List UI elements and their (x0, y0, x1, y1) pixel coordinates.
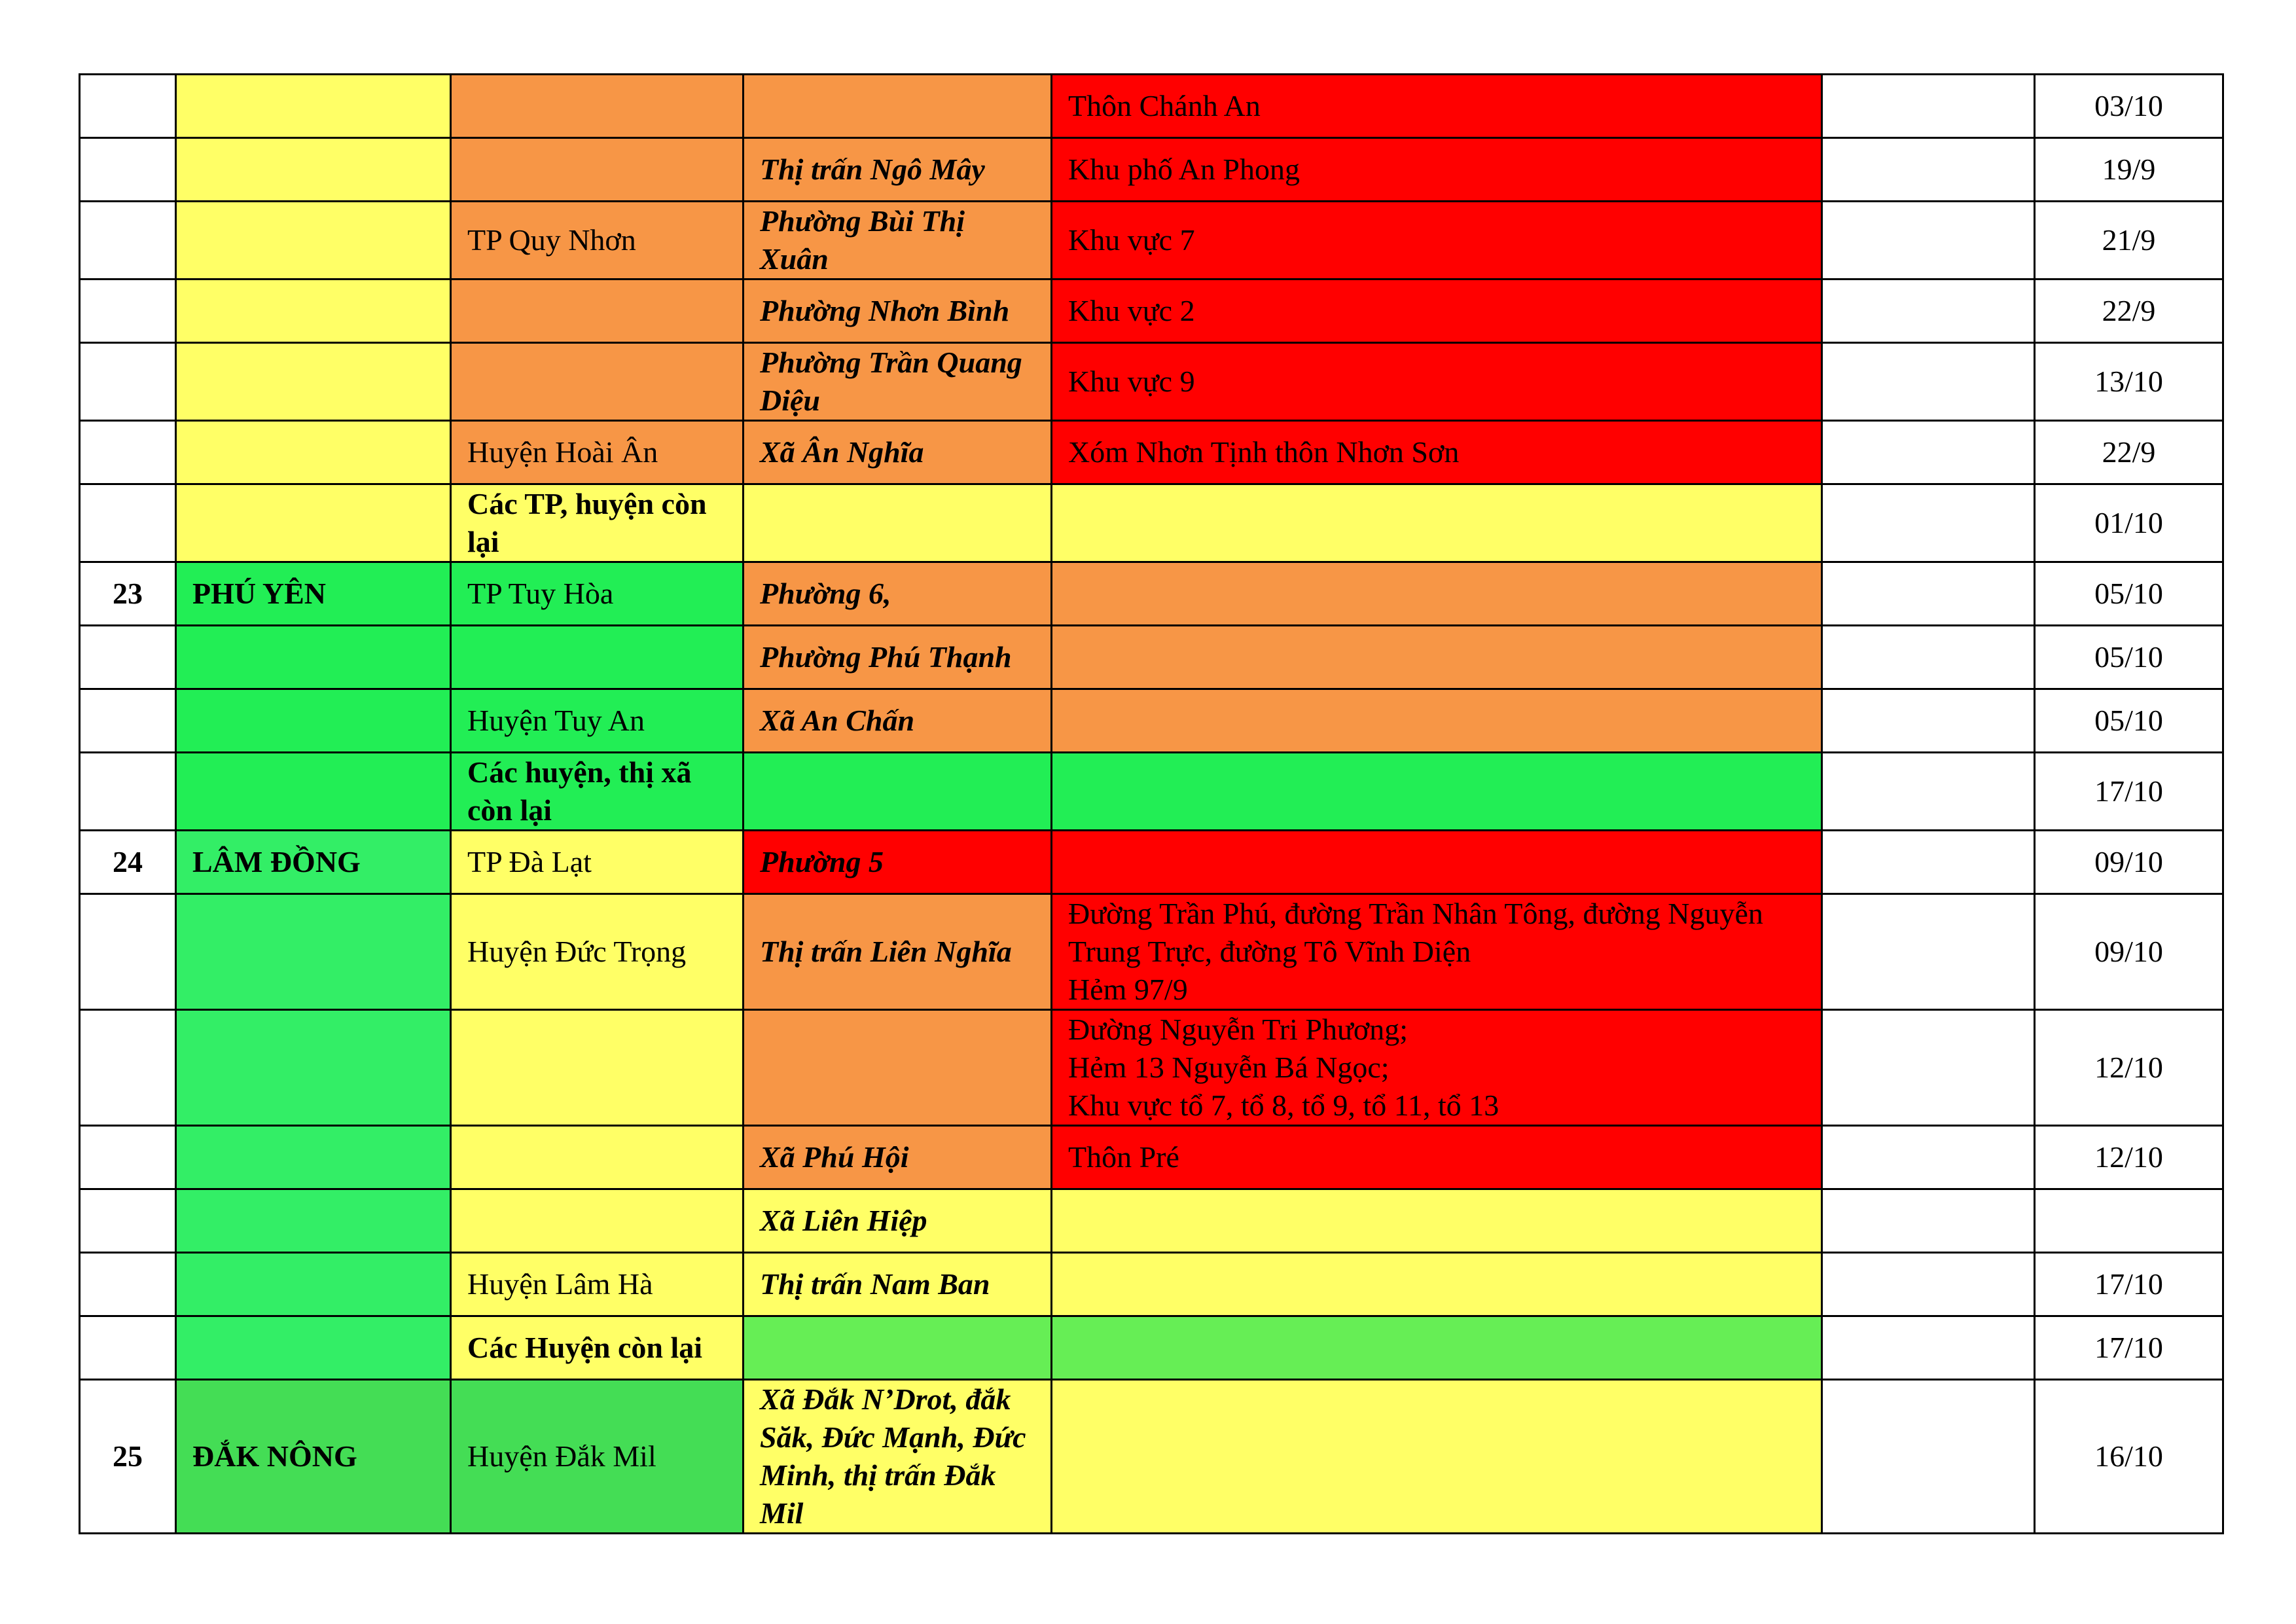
stt-cell (80, 1010, 176, 1126)
district-cell: TP Tuy Hòa (451, 562, 744, 626)
note-cell (1822, 626, 2035, 689)
note-cell (1822, 280, 2035, 343)
ward-cell: Xã Đắk N’Drot, đắk Săk, Đức Mạnh, Đức Minh, thị trấn Đắk Mil (744, 1380, 1052, 1534)
date-cell: 09/10 (2035, 831, 2223, 894)
table-row (80, 1253, 2223, 1316)
province-cell: ĐẮK NÔNG (176, 1380, 451, 1534)
district-cell (451, 343, 744, 421)
note-cell (1822, 562, 2035, 626)
ward-cell: Xã Ân Nghĩa (744, 421, 1052, 484)
risk-area-table (79, 73, 2224, 1534)
note-cell (1822, 343, 2035, 421)
ward-cell: Phường Trần Quang Diệu (744, 343, 1052, 421)
province-cell (176, 421, 451, 484)
note-cell (1822, 1316, 2035, 1380)
area-cell (1052, 626, 1822, 689)
province-cell (176, 138, 451, 202)
date-cell: 17/10 (2035, 1253, 2223, 1316)
province-cell (176, 1010, 451, 1126)
district-cell: Huyện Hoài Ân (451, 421, 744, 484)
note-cell (1822, 1189, 2035, 1253)
stt-cell (80, 343, 176, 421)
note-cell (1822, 75, 2035, 138)
date-cell: 21/9 (2035, 202, 2223, 280)
date-cell: 05/10 (2035, 689, 2223, 753)
table-row (80, 1380, 2223, 1534)
table-row (80, 1126, 2223, 1189)
ward-cell: Thị trấn Liên Nghĩa (744, 894, 1052, 1010)
district-cell (451, 138, 744, 202)
table-row (80, 626, 2223, 689)
note-cell (1822, 484, 2035, 562)
note-cell (1822, 689, 2035, 753)
date-cell: 13/10 (2035, 343, 2223, 421)
table-row (80, 343, 2223, 421)
table-row (80, 1316, 2223, 1380)
stt-cell (80, 753, 176, 831)
ward-cell (744, 484, 1052, 562)
area-cell (1052, 1380, 1822, 1534)
ward-cell: Thị trấn Ngô Mây (744, 138, 1052, 202)
province-cell (176, 280, 451, 343)
ward-cell: Phường Nhơn Bình (744, 280, 1052, 343)
table-row (80, 484, 2223, 562)
stt-cell (80, 280, 176, 343)
district-cell: Huyện Tuy An (451, 689, 744, 753)
district-cell (451, 1126, 744, 1189)
table-row (80, 1010, 2223, 1126)
table-row (80, 75, 2223, 138)
area-cell: Khu vực 2 (1052, 280, 1822, 343)
note-cell (1822, 1253, 2035, 1316)
note-cell (1822, 1126, 2035, 1189)
stt-cell (80, 1189, 176, 1253)
note-cell (1822, 753, 2035, 831)
date-cell: 05/10 (2035, 626, 2223, 689)
area-cell (1052, 1253, 1822, 1316)
date-cell (2035, 1189, 2223, 1253)
area-cell (1052, 484, 1822, 562)
province-cell (176, 689, 451, 753)
note-cell (1822, 1380, 2035, 1534)
date-cell: 19/9 (2035, 138, 2223, 202)
district-cell (451, 280, 744, 343)
area-cell (1052, 562, 1822, 626)
area-cell: Xóm Nhơn Tịnh thôn Nhơn Sơn (1052, 421, 1822, 484)
note-cell (1822, 421, 2035, 484)
table-row (80, 894, 2223, 1010)
district-cell: Các TP, huyện còn lại (451, 484, 744, 562)
stt-cell: 24 (80, 831, 176, 894)
stt-cell (80, 689, 176, 753)
stt-cell: 23 (80, 562, 176, 626)
province-cell (176, 484, 451, 562)
district-cell: Huyện Đức Trọng (451, 894, 744, 1010)
area-cell (1052, 689, 1822, 753)
stt-cell (80, 138, 176, 202)
area-cell: Đường Nguyễn Tri Phương; Hẻm 13 Nguyễn Bá Ngọc; Khu vực tổ 7, tổ 8, tổ 9, tổ 11, tổ 13 (1052, 1010, 1822, 1126)
area-cell: Khu vực 7 (1052, 202, 1822, 280)
stt-cell (80, 1253, 176, 1316)
ward-cell (744, 753, 1052, 831)
table-row (80, 689, 2223, 753)
date-cell: 12/10 (2035, 1010, 2223, 1126)
stt-cell (80, 894, 176, 1010)
note-cell (1822, 138, 2035, 202)
province-cell (176, 202, 451, 280)
date-cell: 22/9 (2035, 421, 2223, 484)
stt-cell (80, 484, 176, 562)
note-cell (1822, 202, 2035, 280)
district-cell (451, 1189, 744, 1253)
ward-cell (744, 1316, 1052, 1380)
table-row (80, 1189, 2223, 1253)
note-cell (1822, 831, 2035, 894)
area-cell (1052, 1189, 1822, 1253)
district-cell (451, 626, 744, 689)
date-cell: 12/10 (2035, 1126, 2223, 1189)
ward-cell: Xã An Chấn (744, 689, 1052, 753)
table-row (80, 753, 2223, 831)
ward-cell: Phường 6, (744, 562, 1052, 626)
stt-cell (80, 421, 176, 484)
province-cell (176, 75, 451, 138)
table-row (80, 421, 2223, 484)
stt-cell (80, 626, 176, 689)
ward-cell: Phường Bùi Thị Xuân (744, 202, 1052, 280)
province-cell (176, 753, 451, 831)
date-cell: 05/10 (2035, 562, 2223, 626)
province-cell: LÂM ĐỒNG (176, 831, 451, 894)
ward-cell: Xã Liên Hiệp (744, 1189, 1052, 1253)
district-cell: Huyện Đắk Mil (451, 1380, 744, 1534)
note-cell (1822, 894, 2035, 1010)
area-cell: Thôn Chánh An (1052, 75, 1822, 138)
stt-cell: 25 (80, 1380, 176, 1534)
table-row (80, 831, 2223, 894)
note-cell (1822, 1010, 2035, 1126)
date-cell: 09/10 (2035, 894, 2223, 1010)
stt-cell (80, 1316, 176, 1380)
date-cell: 01/10 (2035, 484, 2223, 562)
area-cell (1052, 831, 1822, 894)
date-cell: 03/10 (2035, 75, 2223, 138)
area-cell: Khu phố An Phong (1052, 138, 1822, 202)
province-cell (176, 1316, 451, 1380)
province-cell: PHÚ YÊN (176, 562, 451, 626)
district-cell (451, 75, 744, 138)
stt-cell (80, 1126, 176, 1189)
date-cell: 17/10 (2035, 753, 2223, 831)
area-cell: Thôn Pré (1052, 1126, 1822, 1189)
district-cell: Huyện Lâm Hà (451, 1253, 744, 1316)
province-cell (176, 1126, 451, 1189)
area-cell (1052, 753, 1822, 831)
stt-cell (80, 202, 176, 280)
ward-cell: Phường Phú Thạnh (744, 626, 1052, 689)
province-cell (176, 1189, 451, 1253)
ward-cell: Phường 5 (744, 831, 1052, 894)
table-row (80, 202, 2223, 280)
district-cell: Các huyện, thị xã còn lại (451, 753, 744, 831)
district-cell (451, 1010, 744, 1126)
table-row (80, 280, 2223, 343)
ward-cell (744, 1010, 1052, 1126)
ward-cell: Xã Phú Hội (744, 1126, 1052, 1189)
area-cell: Đường Trần Phú, đường Trần Nhân Tông, đường Nguyễn Trung Trực, đường Tô Vĩnh Diện Hẻm 97/9 (1052, 894, 1822, 1010)
district-cell: TP Đà Lạt (451, 831, 744, 894)
province-cell (176, 343, 451, 421)
ward-cell (744, 75, 1052, 138)
province-cell (176, 894, 451, 1010)
area-cell: Khu vực 9 (1052, 343, 1822, 421)
date-cell: 16/10 (2035, 1380, 2223, 1534)
date-cell: 22/9 (2035, 280, 2223, 343)
province-cell (176, 1253, 451, 1316)
table-row (80, 138, 2223, 202)
ward-cell: Thị trấn Nam Ban (744, 1253, 1052, 1316)
table-row (80, 562, 2223, 626)
stt-cell (80, 75, 176, 138)
province-cell (176, 626, 451, 689)
district-cell: TP Quy Nhơn (451, 202, 744, 280)
district-cell: Các Huyện còn lại (451, 1316, 744, 1380)
date-cell: 17/10 (2035, 1316, 2223, 1380)
area-cell (1052, 1316, 1822, 1380)
